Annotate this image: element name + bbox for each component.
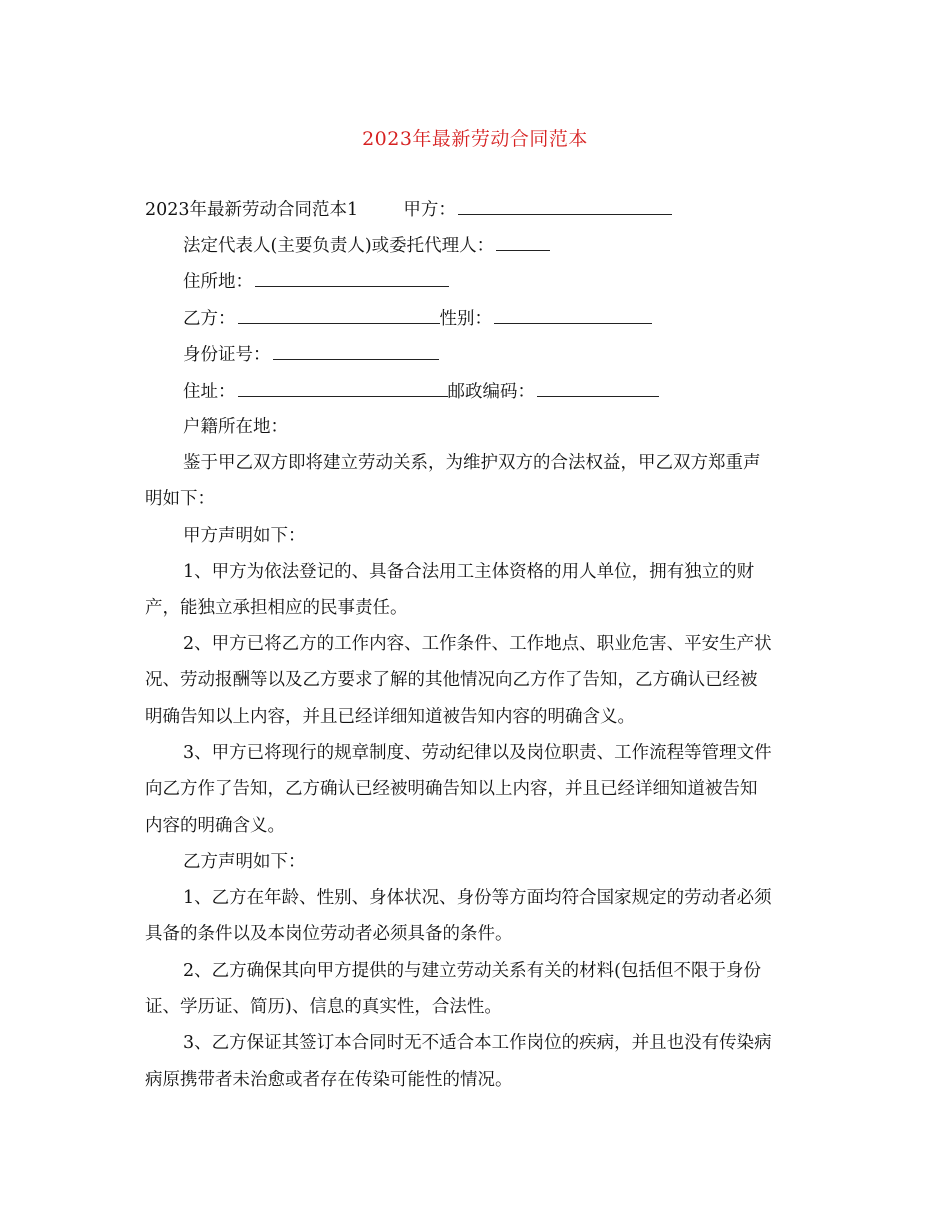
postcode-label: 邮政编码： bbox=[447, 382, 535, 402]
address-label: 住址： bbox=[183, 382, 236, 402]
id-number-label: 身份证号： bbox=[183, 345, 271, 365]
paragraph-line: 1、甲方为依法登记的、具备合法用工主体资格的用人单位，拥有独立的财 bbox=[183, 562, 755, 582]
paragraph-line: 鉴于甲乙双方即将建立劳动关系，为维护双方的合法权益，甲乙双方郑重声 bbox=[183, 453, 761, 473]
party-a-blank bbox=[458, 197, 672, 215]
paragraph-line: 3、甲方已将现行的规章制度、劳动纪律以及岗位职责、工作流程等管理文件 bbox=[183, 743, 772, 763]
domicile-label: 住所地： bbox=[183, 272, 253, 292]
address-line bbox=[183, 379, 659, 404]
party-b-label: 乙方： bbox=[183, 309, 236, 329]
representative-label: 法定代表人(主要负责人)或委托代理人： bbox=[183, 236, 495, 256]
contract-heading-line bbox=[145, 197, 672, 222]
paragraph-line: 况、劳动报酬等以及乙方要求了解的其他情况向乙方作了告知，乙方确认已经被 bbox=[145, 670, 758, 690]
address-blank bbox=[238, 379, 448, 397]
gender-blank bbox=[494, 306, 652, 324]
representative-blank bbox=[496, 233, 550, 251]
id-number-blank bbox=[273, 342, 439, 360]
section-heading: 甲方声明如下： bbox=[183, 526, 306, 546]
party-b-line bbox=[183, 306, 652, 331]
contract-subtitle: 2023年最新劳动合同范本1 bbox=[145, 200, 359, 220]
household-registration-label: 户籍所在地： bbox=[183, 417, 288, 437]
paragraph-line: 证、学历证、简历)、信息的真实性，合法性。 bbox=[145, 997, 502, 1017]
section-heading: 乙方声明如下： bbox=[183, 852, 306, 872]
domicile-blank bbox=[255, 269, 449, 287]
paragraph-line: 2、乙方确保其向甲方提供的与建立劳动关系有关的材料(包括但不限于身份 bbox=[183, 961, 761, 981]
paragraph-line: 明如下： bbox=[145, 489, 215, 509]
document-title: 2023年最新劳动合同范本 bbox=[362, 128, 588, 150]
paragraph-line: 具备的条件以及本岗位劳动者必须具备的条件。 bbox=[145, 924, 513, 944]
party-b-blank bbox=[238, 306, 440, 324]
paragraph-line: 病原携带者未治愈或者存在传染可能性的情况。 bbox=[145, 1070, 513, 1090]
id-number-line bbox=[183, 342, 439, 367]
paragraph-line: 明确告知以上内容，并且已经详细知道被告知内容的明确含义。 bbox=[145, 707, 635, 727]
paragraph-line: 向乙方作了告知，乙方确认已经被明确告知以上内容，并且已经详细知道被告知 bbox=[145, 779, 758, 799]
paragraph-line: 产，能独立承担相应的民事责任。 bbox=[145, 598, 408, 618]
paragraph-line: 3、乙方保证其签订本合同时无不适合本工作岗位的疾病，并且也没有传染病 bbox=[183, 1033, 772, 1053]
postcode-blank bbox=[537, 379, 659, 397]
paragraph-line: 内容的明确含义。 bbox=[145, 816, 285, 836]
domicile-line bbox=[183, 269, 449, 294]
party-a-label: 甲方： bbox=[403, 200, 456, 220]
representative-line bbox=[183, 233, 550, 258]
paragraph-line: 1、乙方在年龄、性别、身体状况、身份等方面均符合国家规定的劳动者必须 bbox=[183, 888, 772, 908]
gender-label: 性别： bbox=[439, 309, 492, 329]
paragraph-line: 2、甲方已将乙方的工作内容、工作条件、工作地点、职业危害、平安生产状 bbox=[183, 634, 772, 654]
